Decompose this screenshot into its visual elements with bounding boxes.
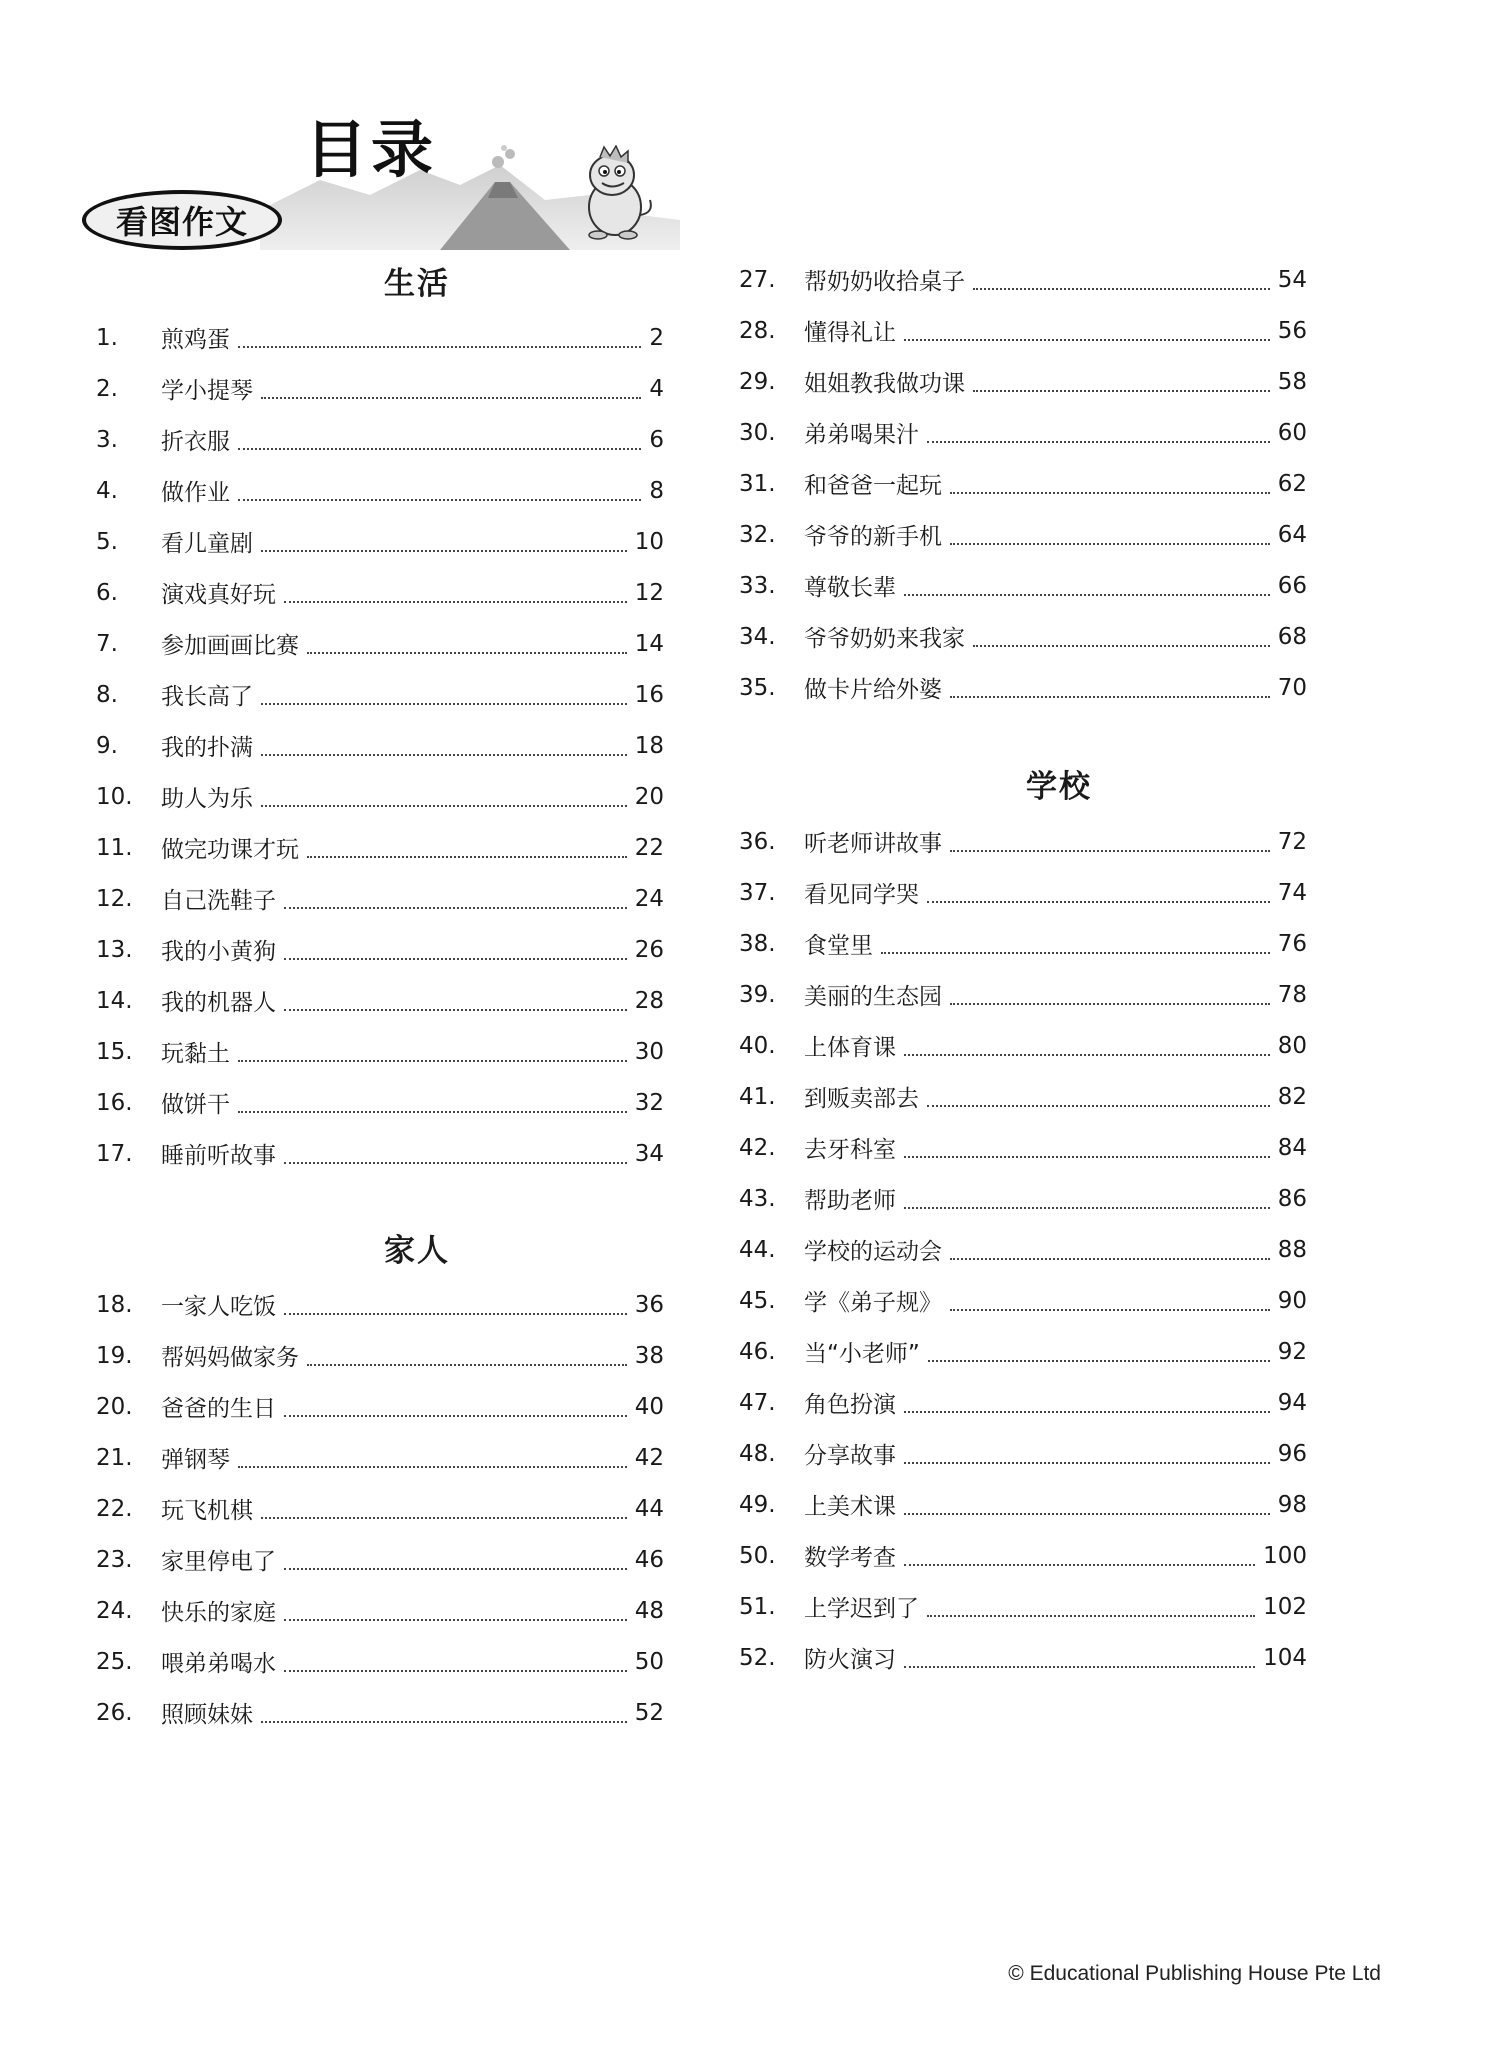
toc-entry-title: 和爸爸一起玩: [804, 473, 942, 499]
toc-entry-title: 上体育课: [804, 1035, 896, 1061]
dot-leader: [261, 1721, 627, 1723]
toc-entry-title: 当“小老师”: [804, 1341, 920, 1367]
toc-entry-number: 18.: [96, 1291, 133, 1318]
toc-entry-number: 36.: [739, 828, 776, 855]
toc-entry[interactable]: [739, 1632, 1307, 1683]
toc-entry-number: 40.: [739, 1032, 776, 1059]
dot-leader: [904, 1054, 1270, 1056]
dot-leader: [950, 1309, 1270, 1311]
toc-entry-title: 到贩卖部去: [804, 1086, 919, 1112]
toc-entry-page: 42: [634, 1444, 664, 1471]
toc-entry-page: 94: [1277, 1389, 1307, 1416]
toc-entry[interactable]: [739, 1428, 1307, 1479]
dot-leader: [307, 1364, 627, 1366]
toc-entry-page: 46: [634, 1546, 664, 1573]
toc-entry-number: 7.: [96, 630, 118, 657]
toc-entry-number: 11.: [96, 834, 133, 861]
toc-entry-page: 96: [1277, 1440, 1307, 1467]
dot-leader: [307, 652, 627, 654]
dot-leader: [927, 1615, 1255, 1617]
toc-entry[interactable]: [96, 363, 664, 414]
section-heading-family: 家人: [384, 1233, 450, 1269]
toc-entry-page: 82: [1277, 1083, 1307, 1110]
toc-list-life: [96, 312, 664, 1179]
toc-entry-number: 25.: [96, 1648, 133, 1675]
toc-entry-title: 帮助老师: [804, 1188, 896, 1214]
dot-leader: [261, 397, 641, 399]
toc-entry[interactable]: [96, 975, 664, 1026]
dot-leader: [284, 1415, 627, 1417]
dot-leader: [904, 339, 1270, 341]
toc-entry-page: 88: [1277, 1236, 1307, 1263]
toc-entry-number: 50.: [739, 1542, 776, 1569]
dot-leader: [284, 1162, 627, 1164]
toc-entry-page: 104: [1263, 1644, 1307, 1671]
toc-entry-number: 38.: [739, 930, 776, 957]
toc-entry[interactable]: [96, 669, 664, 720]
toc-entry[interactable]: [739, 1326, 1307, 1377]
toc-entry[interactable]: [739, 254, 1307, 305]
toc-entry[interactable]: [739, 1377, 1307, 1428]
toc-entry-page: 62: [1277, 470, 1307, 497]
dot-leader: [904, 1411, 1270, 1413]
toc-entry[interactable]: [96, 873, 664, 924]
toc-entry-number: 35.: [739, 674, 776, 701]
toc-entry-title: 自己洗鞋子: [161, 888, 276, 914]
toc-entry-title: 学《弟子规》: [804, 1290, 942, 1316]
toc-entry-number: 43.: [739, 1185, 776, 1212]
toc-entry-title: 我的扑满: [161, 735, 253, 761]
dot-leader: [261, 805, 627, 807]
toc-entry-number: 1.: [96, 324, 118, 351]
toc-entry-title: 弹钢琴: [161, 1447, 230, 1473]
dot-leader: [928, 1360, 1270, 1362]
section-heading-school: 学校: [1026, 769, 1092, 805]
toc-entry[interactable]: [96, 1534, 664, 1585]
toc-entry[interactable]: [739, 1479, 1307, 1530]
toc-entry[interactable]: [96, 1026, 664, 1077]
toc-entry-title: 喂弟弟喝水: [161, 1651, 276, 1677]
toc-entry-title: 数学考查: [804, 1545, 896, 1571]
toc-entry-number: 20.: [96, 1393, 133, 1420]
toc-entry[interactable]: [96, 720, 664, 771]
dot-leader: [284, 907, 627, 909]
dot-leader: [284, 958, 627, 960]
page-title: 目录: [305, 113, 438, 186]
dot-leader: [238, 346, 641, 348]
toc-entry-title: 玩黏土: [161, 1041, 230, 1067]
toc-entry-title: 我的机器人: [161, 990, 276, 1016]
toc-entry-page: 12: [634, 579, 664, 606]
toc-entry-title: 美丽的生态园: [804, 984, 942, 1010]
toc-entry-page: 60: [1277, 419, 1307, 446]
toc-entry-page: 52: [634, 1699, 664, 1726]
toc-entry-number: 47.: [739, 1389, 776, 1416]
toc-entry-page: 24: [634, 885, 664, 912]
toc-entry-page: 26: [634, 936, 664, 963]
toc-entry-title: 折衣服: [161, 429, 230, 455]
toc-entry[interactable]: [739, 816, 1307, 867]
toc-list-family-right: [739, 254, 1307, 713]
toc-entry-number: 44.: [739, 1236, 776, 1263]
toc-entry[interactable]: [739, 867, 1307, 918]
toc-entry-number: 42.: [739, 1134, 776, 1161]
toc-entry-number: 29.: [739, 368, 776, 395]
toc-entry-title: 帮奶奶收拾桌子: [804, 269, 965, 295]
toc-entry[interactable]: [96, 618, 664, 669]
category-badge: 看图作文: [82, 190, 282, 250]
toc-entry-title: 煎鸡蛋: [161, 327, 230, 353]
toc-entry-page: 2: [649, 324, 664, 351]
toc-entry-number: 13.: [96, 936, 133, 963]
toc-entry-title: 做作业: [161, 480, 230, 506]
dot-leader: [238, 499, 641, 501]
toc-entry-page: 78: [1277, 981, 1307, 1008]
toc-entry-number: 21.: [96, 1444, 133, 1471]
toc-entry-page: 28: [634, 987, 664, 1014]
toc-entry-page: 74: [1277, 879, 1307, 906]
toc-entry-page: 58: [1277, 368, 1307, 395]
toc-entry[interactable]: [739, 611, 1307, 662]
toc-entry-page: 14: [634, 630, 664, 657]
toc-entry[interactable]: [96, 924, 664, 975]
toc-entry-page: 86: [1277, 1185, 1307, 1212]
toc-entry-title: 姐姐教我做功课: [804, 371, 965, 397]
toc-entry-title: 食堂里: [804, 933, 873, 959]
toc-entry-number: 34.: [739, 623, 776, 650]
toc-entry-page: 38: [634, 1342, 664, 1369]
toc-entry-page: 50: [634, 1648, 664, 1675]
toc-entry-number: 32.: [739, 521, 776, 548]
toc-entry[interactable]: [739, 305, 1307, 356]
toc-entry-page: 18: [634, 732, 664, 759]
toc-entry[interactable]: [96, 567, 664, 618]
toc-entry[interactable]: [739, 662, 1307, 713]
dot-leader: [904, 1462, 1270, 1464]
toc-entry-page: 68: [1277, 623, 1307, 650]
toc-entry-title: 爷爷奶奶来我家: [804, 626, 965, 652]
toc-entry-number: 52.: [739, 1644, 776, 1671]
toc-entry[interactable]: [96, 465, 664, 516]
toc-entry[interactable]: [96, 1330, 664, 1381]
dot-leader: [950, 1003, 1270, 1005]
dot-leader: [284, 1568, 627, 1570]
toc-entry-number: 5.: [96, 528, 118, 555]
toc-entry-title: 一家人吃饭: [161, 1294, 276, 1320]
dot-leader: [238, 1060, 627, 1062]
toc-entry-page: 10: [634, 528, 664, 555]
toc-entry-number: 4.: [96, 477, 118, 504]
toc-entry-title: 尊敬长辈: [804, 575, 896, 601]
dot-leader: [284, 1670, 627, 1672]
dot-leader: [973, 645, 1270, 647]
toc-entry-title: 我长高了: [161, 684, 253, 710]
dot-leader: [904, 1564, 1255, 1566]
toc-entry-page: 92: [1277, 1338, 1307, 1365]
toc-entry-title: 学小提琴: [161, 378, 253, 404]
toc-entry-number: 41.: [739, 1083, 776, 1110]
toc-entry-page: 72: [1277, 828, 1307, 855]
toc-entry[interactable]: [739, 969, 1307, 1020]
toc-entry-title: 做饼干: [161, 1092, 230, 1118]
toc-entry-number: 28.: [739, 317, 776, 344]
dot-leader: [307, 856, 627, 858]
toc-entry-title: 帮妈妈做家务: [161, 1345, 299, 1371]
toc-entry-page: 16: [634, 681, 664, 708]
toc-entry[interactable]: [96, 1128, 664, 1179]
toc-entry-page: 32: [634, 1089, 664, 1116]
toc-entry-number: 15.: [96, 1038, 133, 1065]
toc-entry-number: 45.: [739, 1287, 776, 1314]
toc-entry-title: 角色扮演: [804, 1392, 896, 1418]
toc-entry-page: 22: [634, 834, 664, 861]
dot-leader: [973, 390, 1270, 392]
toc-entry-number: 48.: [739, 1440, 776, 1467]
toc-entry-page: 6: [649, 426, 664, 453]
toc-entry[interactable]: [739, 1530, 1307, 1581]
toc-entry-number: 16.: [96, 1089, 133, 1116]
toc-entry-page: 84: [1277, 1134, 1307, 1161]
toc-entry-title: 睡前听故事: [161, 1143, 276, 1169]
toc-entry[interactable]: [739, 918, 1307, 969]
toc-entry-number: 14.: [96, 987, 133, 1014]
toc-entry[interactable]: [96, 1636, 664, 1687]
dot-leader: [238, 448, 641, 450]
toc-entry-title: 听老师讲故事: [804, 831, 942, 857]
dot-leader: [261, 1517, 627, 1519]
toc-entry-number: 51.: [739, 1593, 776, 1620]
toc-entry-page: 34: [634, 1140, 664, 1167]
toc-entry-title: 爷爷的新手机: [804, 524, 942, 550]
toc-entry-number: 10.: [96, 783, 133, 810]
toc-entry[interactable]: [96, 1483, 664, 1534]
toc-entry-title: 做卡片给外婆: [804, 677, 942, 703]
toc-entry[interactable]: [739, 509, 1307, 560]
toc-entry-number: 39.: [739, 981, 776, 1008]
toc-entry[interactable]: [739, 1020, 1307, 1071]
toc-entry[interactable]: [739, 1122, 1307, 1173]
dot-leader: [284, 1009, 627, 1011]
toc-entry-page: 70: [1277, 674, 1307, 701]
dot-leader: [950, 492, 1270, 494]
dot-leader: [284, 1619, 627, 1621]
toc-entry-page: 54: [1277, 266, 1307, 293]
dot-leader: [904, 1207, 1270, 1209]
toc-entry-title: 助人为乐: [161, 786, 253, 812]
toc-entry-title: 懂得礼让: [804, 320, 896, 346]
dot-leader: [261, 703, 627, 705]
toc-entry-page: 30: [634, 1038, 664, 1065]
toc-entry-number: 3.: [96, 426, 118, 453]
dot-leader: [950, 543, 1270, 545]
dot-leader: [950, 850, 1270, 852]
toc-entry[interactable]: [96, 1432, 664, 1483]
dot-leader: [261, 550, 627, 552]
toc-entry-title: 看见同学哭: [804, 882, 919, 908]
dot-leader: [881, 952, 1270, 954]
dot-leader: [238, 1466, 627, 1468]
toc-entry-number: 22.: [96, 1495, 133, 1522]
toc-list-school: [739, 816, 1307, 1683]
toc-entry-page: 98: [1277, 1491, 1307, 1518]
toc-entry-page: 40: [634, 1393, 664, 1420]
toc-entry[interactable]: [96, 1585, 664, 1636]
dot-leader: [927, 901, 1270, 903]
toc-entry[interactable]: [96, 822, 664, 873]
dot-leader: [904, 1666, 1255, 1668]
dot-leader: [927, 441, 1270, 443]
toc-entry-number: 49.: [739, 1491, 776, 1518]
toc-entry-title: 照顾妹妹: [161, 1702, 253, 1728]
toc-entry-title: 上美术课: [804, 1494, 896, 1520]
toc-entry-page: 80: [1277, 1032, 1307, 1059]
toc-entry-title: 玩飞机棋: [161, 1498, 253, 1524]
toc-entry-page: 4: [649, 375, 664, 402]
section-heading-life: 生活: [384, 266, 450, 302]
toc-entry-number: 6.: [96, 579, 118, 606]
toc-entry[interactable]: [96, 1077, 664, 1128]
toc-entry-title: 做完功课才玩: [161, 837, 299, 863]
toc-entry-title: 上学迟到了: [804, 1596, 919, 1622]
toc-entry-title: 弟弟喝果汁: [804, 422, 919, 448]
toc-entry-number: 31.: [739, 470, 776, 497]
dot-leader: [950, 696, 1270, 698]
toc-entry-number: 2.: [96, 375, 118, 402]
toc-entry[interactable]: [739, 458, 1307, 509]
toc-entry-title: 分享故事: [804, 1443, 896, 1469]
toc-entry-title: 爸爸的生日: [161, 1396, 276, 1422]
toc-entry-title: 防火演习: [804, 1647, 896, 1673]
dot-leader: [238, 1111, 627, 1113]
toc-entry-page: 66: [1277, 572, 1307, 599]
toc-entry-title: 去牙科室: [804, 1137, 896, 1163]
toc-entry[interactable]: [739, 560, 1307, 611]
toc-entry-page: 8: [649, 477, 664, 504]
toc-entry-title: 家里停电了: [161, 1549, 276, 1575]
toc-entry-page: 44: [634, 1495, 664, 1522]
toc-entry-number: 26.: [96, 1699, 133, 1726]
toc-entry-page: 102: [1263, 1593, 1307, 1620]
toc-entry-number: 33.: [739, 572, 776, 599]
dot-leader: [904, 1513, 1270, 1515]
dinosaur-mascot-icon: [570, 145, 655, 240]
toc-entry-number: 27.: [739, 266, 776, 293]
toc-entry-number: 37.: [739, 879, 776, 906]
toc-entry-number: 9.: [96, 732, 118, 759]
toc-entry[interactable]: [739, 407, 1307, 458]
dot-leader: [284, 1313, 627, 1315]
dot-leader: [904, 594, 1270, 596]
toc-entry-page: 48: [634, 1597, 664, 1624]
toc-entry-page: 20: [634, 783, 664, 810]
toc-entry-number: 24.: [96, 1597, 133, 1624]
toc-entry-number: 30.: [739, 419, 776, 446]
toc-entry-number: 46.: [739, 1338, 776, 1365]
toc-entry[interactable]: [96, 771, 664, 822]
toc-entry-title: 看儿童剧: [161, 531, 253, 557]
copyright-footer: © Educational Publishing House Pte Ltd: [1008, 1962, 1381, 1985]
toc-entry[interactable]: [96, 516, 664, 567]
dot-leader: [261, 754, 627, 756]
toc-entry-page: 56: [1277, 317, 1307, 344]
toc-list-family-left: [96, 1279, 664, 1738]
toc-entry-page: 90: [1277, 1287, 1307, 1314]
dot-leader: [950, 1258, 1270, 1260]
toc-entry[interactable]: [739, 1275, 1307, 1326]
toc-entry[interactable]: [96, 1687, 664, 1738]
toc-entry[interactable]: [96, 414, 664, 465]
toc-entry-number: 19.: [96, 1342, 133, 1369]
toc-entry-page: 100: [1263, 1542, 1307, 1569]
toc-entry[interactable]: [739, 1173, 1307, 1224]
dot-leader: [973, 288, 1270, 290]
toc-entry-number: 8.: [96, 681, 118, 708]
toc-entry[interactable]: [96, 1381, 664, 1432]
toc-entry-number: 17.: [96, 1140, 133, 1167]
toc-entry-page: 36: [634, 1291, 664, 1318]
toc-entry-title: 演戏真好玩: [161, 582, 276, 608]
toc-entry-title: 我的小黄狗: [161, 939, 276, 965]
toc-entry-page: 64: [1277, 521, 1307, 548]
toc-entry-number: 12.: [96, 885, 133, 912]
toc-entry-title: 参加画画比赛: [161, 633, 299, 659]
toc-entry-title: 学校的运动会: [804, 1239, 942, 1265]
toc-entry-title: 快乐的家庭: [161, 1600, 276, 1626]
dot-leader: [904, 1156, 1270, 1158]
toc-entry[interactable]: [739, 1581, 1307, 1632]
dot-leader: [927, 1105, 1270, 1107]
toc-entry[interactable]: [739, 356, 1307, 407]
toc-entry[interactable]: [739, 1224, 1307, 1275]
toc-entry-page: 76: [1277, 930, 1307, 957]
toc-entry[interactable]: [739, 1071, 1307, 1122]
dot-leader: [284, 601, 627, 603]
toc-entry[interactable]: [96, 1279, 664, 1330]
toc-entry-number: 23.: [96, 1546, 133, 1573]
toc-entry[interactable]: [96, 312, 664, 363]
